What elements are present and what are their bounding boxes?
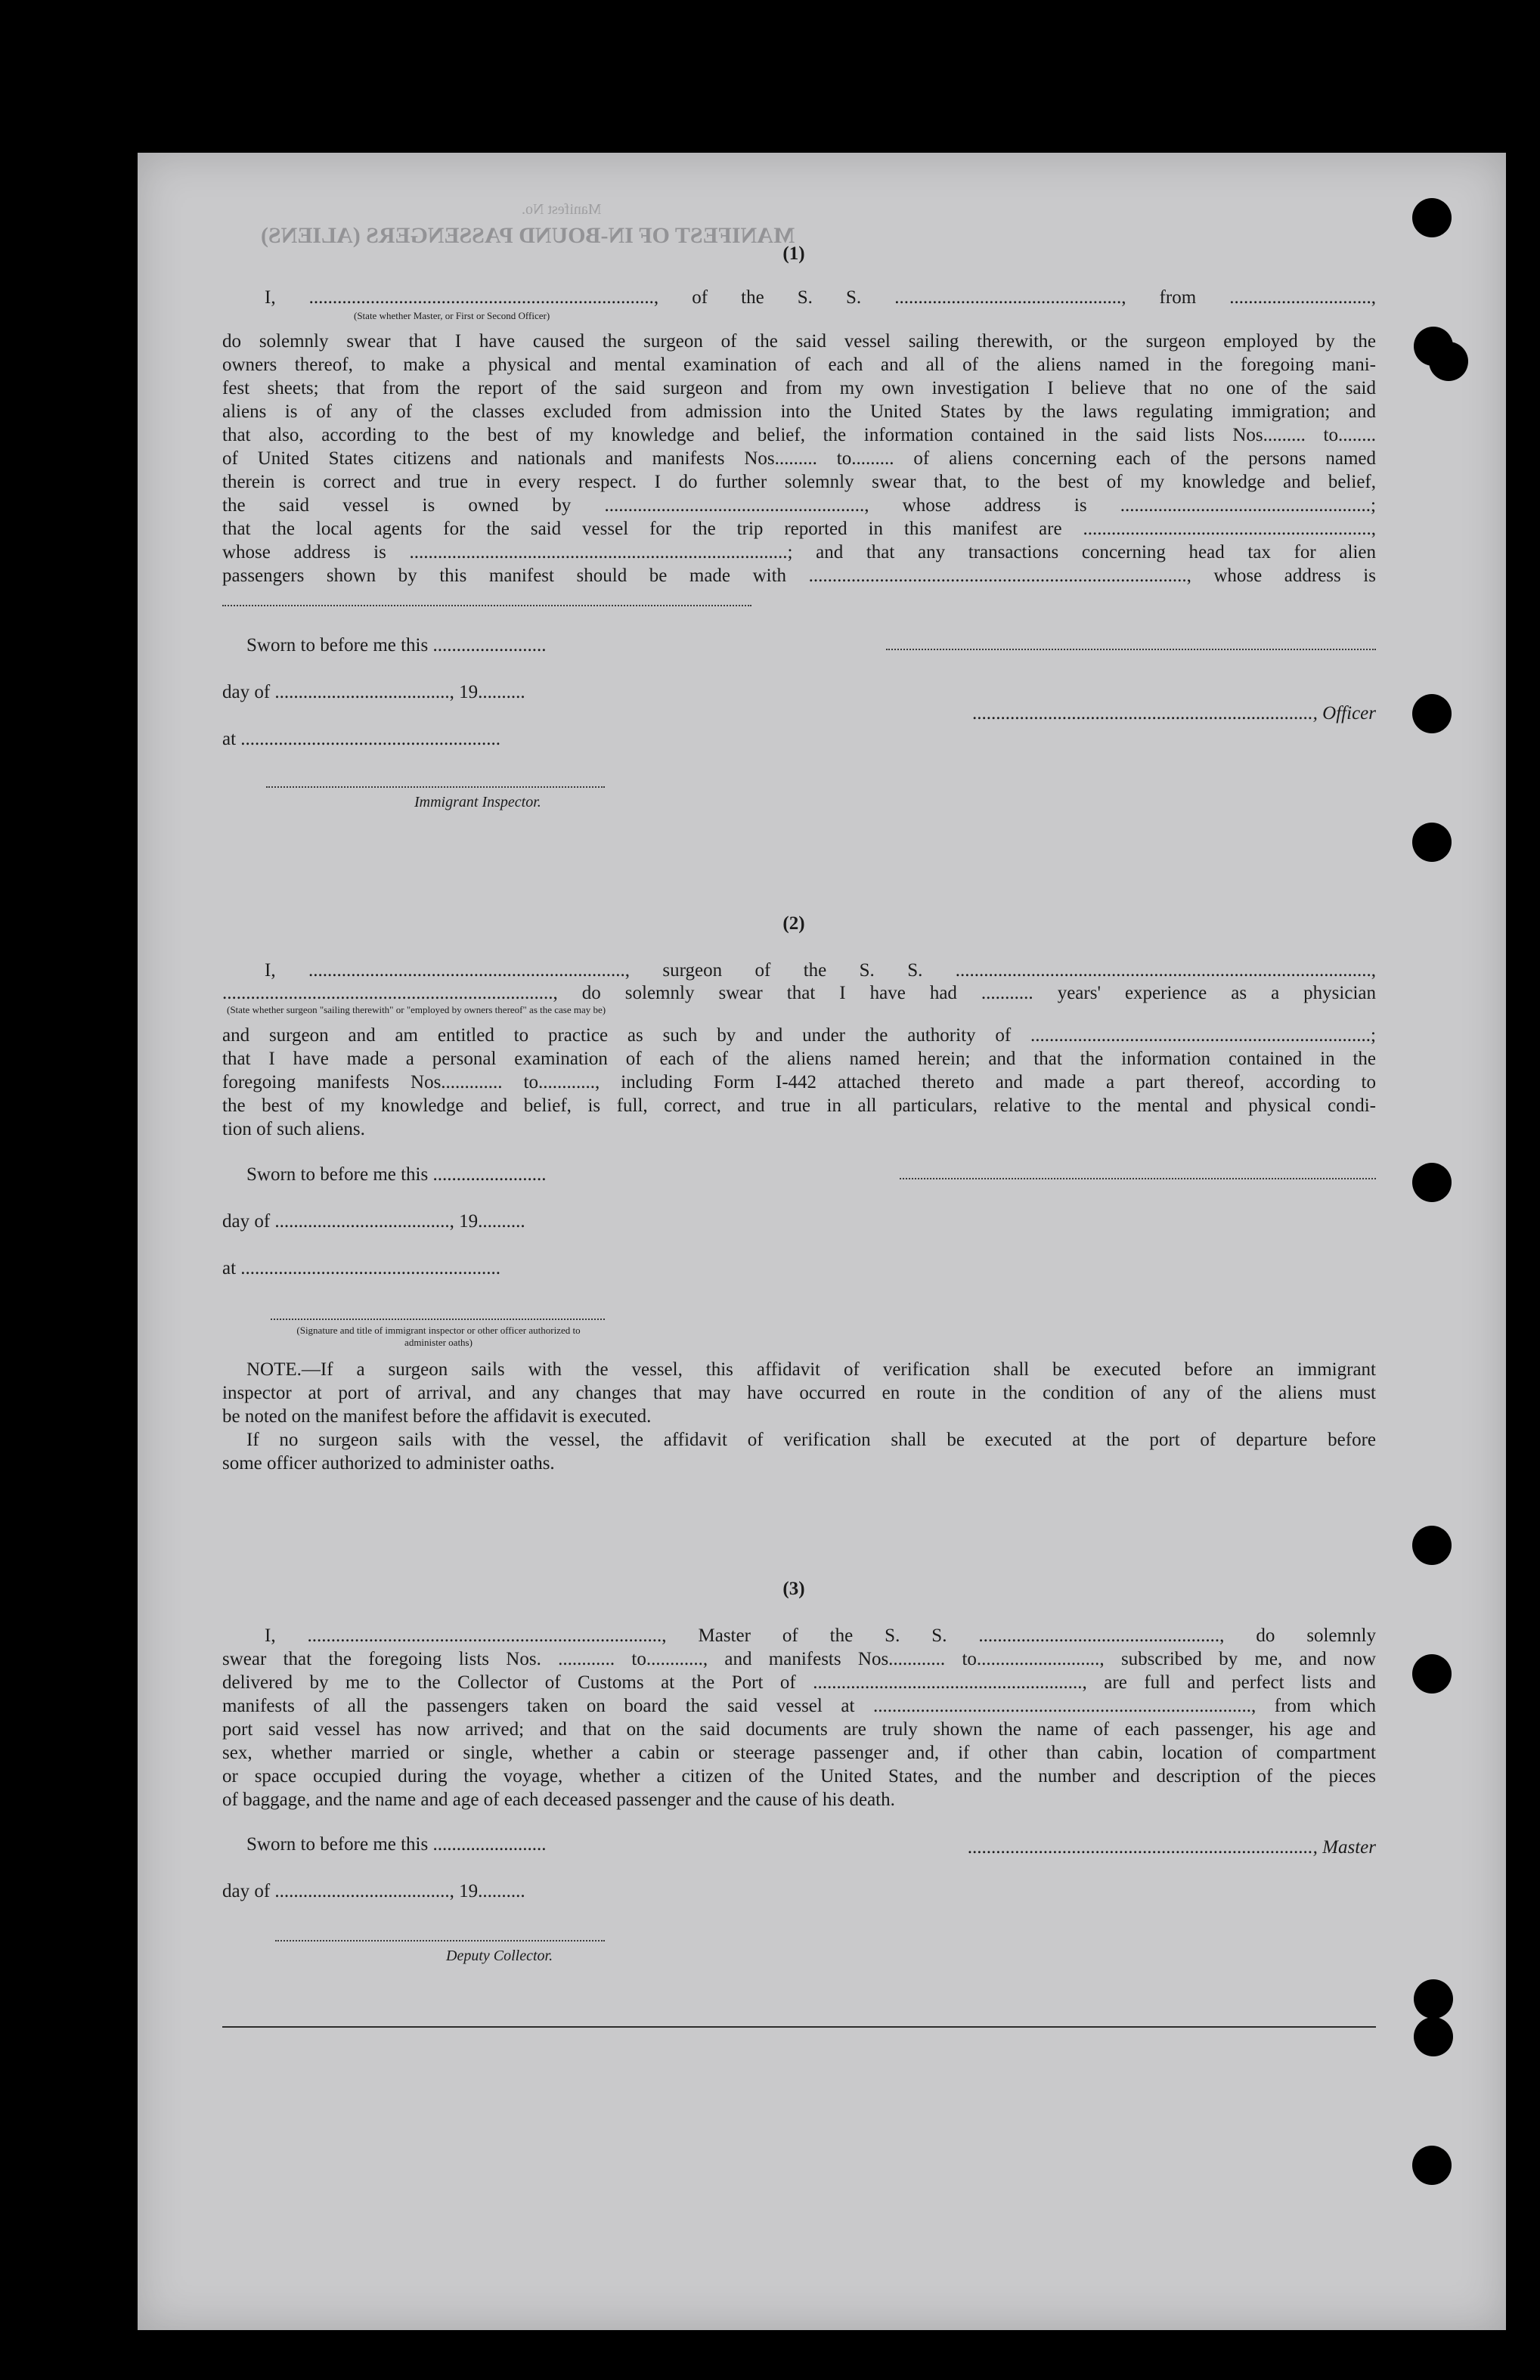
note-paragraph (222, 1358, 1376, 1475)
paragraph-line: and surgeon and am entitled to practice as such by and under the authority of ........................................................................; (222, 1025, 1376, 1046)
inspector-signature-line (271, 1319, 605, 1320)
punch-hole (1412, 823, 1452, 862)
paragraph-line: the said vessel is owned by ......................................................., whose address is .....................................................; (222, 495, 1376, 516)
paragraph-line: passengers shown by this manifest should be made with ................................................................................, whose address is (222, 566, 1376, 586)
note-line: If no surgeon sails with the vessel, the affidavit of verification shall be executed at the port of departure before (246, 1430, 1376, 1450)
punch-hole (1412, 198, 1452, 237)
paragraph-line: sex, whether married or single, whether a cabin or steerage passenger and, if other than cabin, location of compartment (222, 1743, 1376, 1763)
day-of-2: day of ....................................., 19.......... (222, 1211, 525, 1232)
section-2-body (222, 1024, 1376, 1141)
paragraph-line: that also, according to the best of my knowledge and belief, the information contained in the said lists Nos......... to........ (222, 425, 1376, 445)
sworn-before-2: Sworn to before me this ........................ (246, 1164, 547, 1185)
collector-label: Deputy Collector. (446, 1948, 553, 1964)
section-2-line2: ......................................................................, do solemnly swear that I have had ........... years' experience as a physician (222, 983, 1376, 1003)
paragraph-line: do solemnly swear that I have caused the surgeon of the said vessel sailing therewith, or the surgeon employed by the (222, 331, 1376, 352)
note-line: some officer authorized to administer oaths. (222, 1453, 555, 1474)
paragraph-line: foregoing manifests Nos............. to............, including Form I-442 attached thereto and made a part thereof, according to (222, 1072, 1376, 1092)
paragraph-line: manifests of all the passengers taken on board the said vessel at ................................................................................, from which (222, 1696, 1376, 1716)
section-2-number: (2) (782, 913, 805, 934)
section-3-number: (3) (782, 1579, 805, 1599)
punch-hole (1414, 2017, 1453, 2056)
note-line: be noted on the manifest before the affidavit is executed. (222, 1406, 652, 1427)
signature-note: (Signature and title of immigrant inspector or other officer authorized to administer oaths) (296, 1325, 581, 1348)
master-label: ........................................................................., Master (968, 1837, 1376, 1858)
paragraph-line: that the local agents for the said vessel for the trip reported in this manifest are ............................................................., (222, 519, 1376, 539)
punch-hole (1412, 694, 1452, 733)
paragraph-line: delivered by me to the Collector of Customs at the Port of ........................................................., are full and perfect lists and (222, 1672, 1376, 1693)
paragraph-line: that I have made a personal examination of each of the aliens named herein; and that the information contained in the (222, 1049, 1376, 1069)
note-line: NOTE.—If a surgeon sails with the vessel, this affidavit of verification shall be executed before an immigrant (246, 1359, 1376, 1380)
inspector-label: Immigrant Inspector. (414, 794, 541, 810)
section-2-line1: I, ..................................................................., surgeon of the S. S. ........................................................................................, (265, 960, 1376, 981)
signature-line (900, 1178, 1376, 1179)
officer-label: ........................................................................, Officer (972, 703, 1376, 724)
punch-hole (1412, 1654, 1452, 1694)
paragraph-line: owners thereof, to make a physical and mental examination of each and all of the aliens named in the foregoing mani- (222, 355, 1376, 375)
paragraph-line: tion of such aliens. (222, 1119, 365, 1139)
paragraph-line: therein is correct and true in every respect. I do further solemnly swear that, to the best of my knowledge and belief, (222, 472, 1376, 492)
day-of-3: day of ....................................., 19.......... (222, 1881, 525, 1901)
signature-line (886, 649, 1376, 650)
punch-hole (1412, 1526, 1452, 1565)
at-1: at ....................................................... (222, 729, 501, 749)
address-line (222, 605, 751, 606)
bottom-rule (222, 2026, 1376, 2028)
faint-header-note: Manifest No. (522, 201, 602, 218)
section-1-number: (1) (782, 243, 805, 264)
section-1-body (222, 330, 1376, 587)
note-line: inspector at port of arrival, and any changes that may have occurred en route in the condition of any of the aliens must (222, 1383, 1376, 1403)
officer-note: (State whether Master, or First or Second Officer) (354, 310, 550, 321)
punch-hole (1412, 1163, 1452, 1202)
day-of-1: day of ....................................., 19.......... (222, 682, 525, 702)
punch-hole (1429, 342, 1468, 381)
paragraph-line: the best of my knowledge and belief, is full, correct, and true in all particulars, relative to the mental and physical condi- (222, 1095, 1376, 1116)
paragraph-line: aliens is of any of the classes excluded from admission into the United States by the laws regulating immigration; and (222, 401, 1376, 422)
section-1-line1: I, ........................................................................., of the S. S. ................................................, from .............................., (265, 287, 1376, 308)
punch-hole (1412, 2146, 1452, 2185)
collector-signature-line (275, 1940, 605, 1941)
inspector-signature-line (266, 786, 605, 788)
at-2: at ....................................................... (222, 1258, 501, 1278)
punch-hole (1414, 1979, 1453, 2019)
paragraph-line: fest sheets; that from the report of the said surgeon and from my own investigation I believe that no one of the said (222, 378, 1376, 398)
section-3-body (222, 1624, 1376, 1811)
paragraph-line: whose address is ................................................................................; and that any transactions concerning head tax for alien (222, 542, 1376, 562)
paragraph-line: port said vessel has now arrived; and that on the said documents are truly shown the name of each passenger, his age and (222, 1719, 1376, 1740)
paragraph-line: of baggage, and the name and age of each deceased passenger and the cause of his death. (222, 1790, 895, 1810)
paragraph-line: or space occupied during the voyage, whether a citizen of the United States, and the number and description of the pieces (222, 1766, 1376, 1787)
sworn-before-1: Sworn to before me this ........................ (246, 635, 547, 655)
paragraph-line: swear that the foregoing lists Nos. ............ to............, and manifests Nos............ to.........................., subscribed by me, and now (222, 1649, 1376, 1669)
faint-header: MANIFEST OF IN-BOUND PASSENGERS (ALIENS) (261, 223, 795, 248)
surgeon-note: (State whether surgeon "sailing therewith" or "employed by owners thereof" as the case may be) (227, 1004, 606, 1015)
paragraph-line: of United States citizens and nationals and manifests Nos......... to......... of aliens concerning each of the persons named (222, 448, 1376, 469)
sworn-before-3: Sworn to before me this ........................ (246, 1834, 547, 1855)
paragraph-line: I, ..........................................................................., Master of the S. S. ..................................................., do solemnly (265, 1625, 1376, 1646)
